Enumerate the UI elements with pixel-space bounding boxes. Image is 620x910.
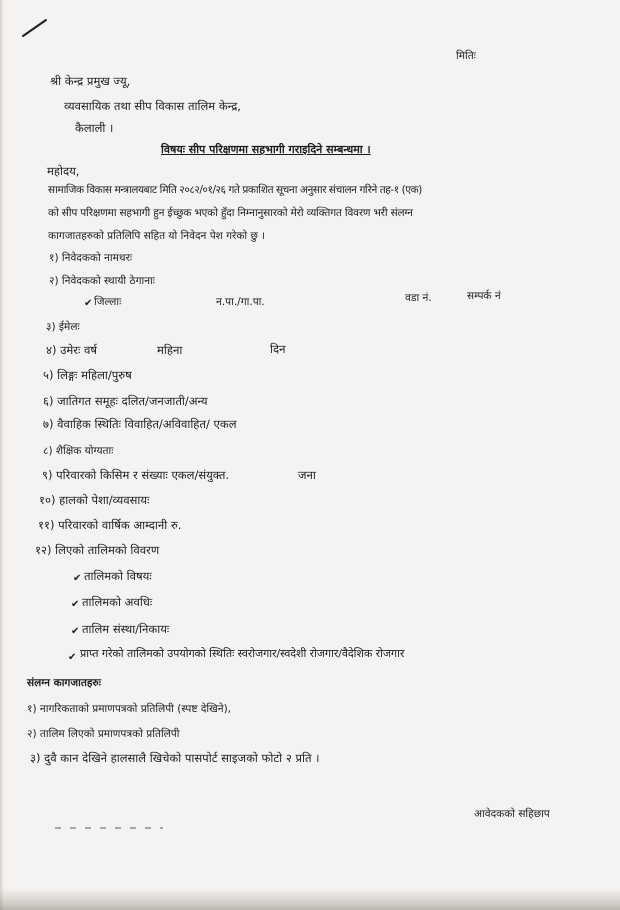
field-age-day: दिन: [270, 342, 286, 356]
check-mark-icon: ✔: [71, 599, 80, 610]
check-mark-icon: ✔: [84, 298, 93, 309]
check-mark-icon: ✔: [73, 573, 82, 584]
field-education: ८) शैक्षिक योग्यताः: [43, 445, 114, 457]
training-subject: तालिमको विषयः: [84, 569, 152, 583]
training-use-status: प्राप्त गरेको तालिमको उपयोगको स्थितिः स्वरोजगार/स्वदेशी रोजगार/वैदेशिक रोजगार: [80, 647, 405, 660]
field-marital-status: ७) वैवाहिक स्थितिः विवाहित/अविवाहित/ एकल: [43, 417, 237, 431]
field-income: ११) परिवारको वार्षिक आम्दानी रु.: [38, 518, 182, 532]
body-line-2: को सीप परिक्षणमा सहभागी हुन ईच्छुक भएको हुँदा निम्नानुसारको मेरो व्यक्तिगत विवरण भरी संलग्न: [48, 207, 413, 219]
training-duration: तालिमको अवधिः: [82, 595, 153, 609]
pen-stroke-icon: [20, 15, 50, 41]
field-address: २) निवेदकको स्थायी ठेगानाः: [49, 275, 155, 287]
attachment-item-1: १) नागरिकताको प्रमाणपत्रको प्रतिलिपी (स्पष्ट देखिने),: [27, 703, 231, 715]
addressee-line-2: व्यवसायिक तथा सीप विकास तालिम केन्द्र,: [64, 99, 241, 113]
field-age: ४) उमेरः वर्ष: [46, 343, 98, 357]
salutation: महोदय,: [47, 164, 80, 178]
attachment-item-3: ३) दुवै कान देखिने हालसालै खिचेको पासपोर्ट साइजको फोटो २ प्रति ।: [30, 751, 320, 765]
field-occupation: १०) हालको पेशा/व्यवसायः: [39, 493, 150, 507]
field-age-month: महिना: [157, 343, 183, 357]
field-gender: ५) लिङ्गः महिला/पुरुष: [43, 368, 132, 382]
training-institute: तालिम संस्था/निकायः: [82, 622, 170, 636]
attachment-item-2: २) तालिम लिएको प्रमाणपत्रको प्रतिलिपी: [27, 728, 180, 740]
signature-label: आवेदकको सहिछाप: [474, 808, 550, 820]
faded-dotted-line: [55, 825, 165, 831]
field-contact: सम्पर्क नं: [467, 290, 501, 302]
addressee-line-3: कैलाली ।: [75, 121, 114, 135]
date-label: मितिः: [456, 50, 476, 62]
addressee-line-1: श्री केन्द्र प्रमुख ज्यू,: [50, 74, 131, 88]
check-mark-icon: ✔: [71, 626, 80, 637]
attachments-heading: संलग्न कागजातहरुः: [27, 677, 101, 689]
field-training: १२) लिएको तालिमको विवरण: [35, 543, 160, 557]
field-district: जिल्लाः: [94, 296, 122, 308]
field-family-type: ९) परिवारको किसिम र संख्याः एकल/संयुक्त.: [42, 468, 230, 482]
page-bottom-shadow: [0, 888, 620, 910]
page-edge-shadow: [0, 0, 4, 910]
field-name: १) निवेदकको नामथरः: [49, 252, 132, 264]
field-ethnic-group: ६) जातिगत समूहः दलित/जनजाती/अन्य: [43, 394, 208, 408]
field-ward: वडा नं.: [405, 292, 432, 304]
subject-line: विषयः सीप परिक्षणमा सहभागी गराइदिने सम्बन्धमा ।: [161, 143, 371, 156]
field-municipality: न.पा./गा.पा.: [216, 296, 265, 308]
check-mark-icon: ✔: [68, 652, 77, 663]
field-email: ३) ईमेलः: [46, 321, 80, 333]
field-family-people: जना: [298, 468, 316, 482]
body-line-3: कागजातहरुको प्रतिलिपि सहित यो निवेदन पेश गरेको छु ।: [48, 230, 266, 242]
body-line-1: सामाजिक विकास मन्त्रालयबाट मिति २०८२/०१/२६ गते प्रकाशित सूचना अनुसार संचालन गरिने तह-१ (एक): [48, 184, 422, 196]
